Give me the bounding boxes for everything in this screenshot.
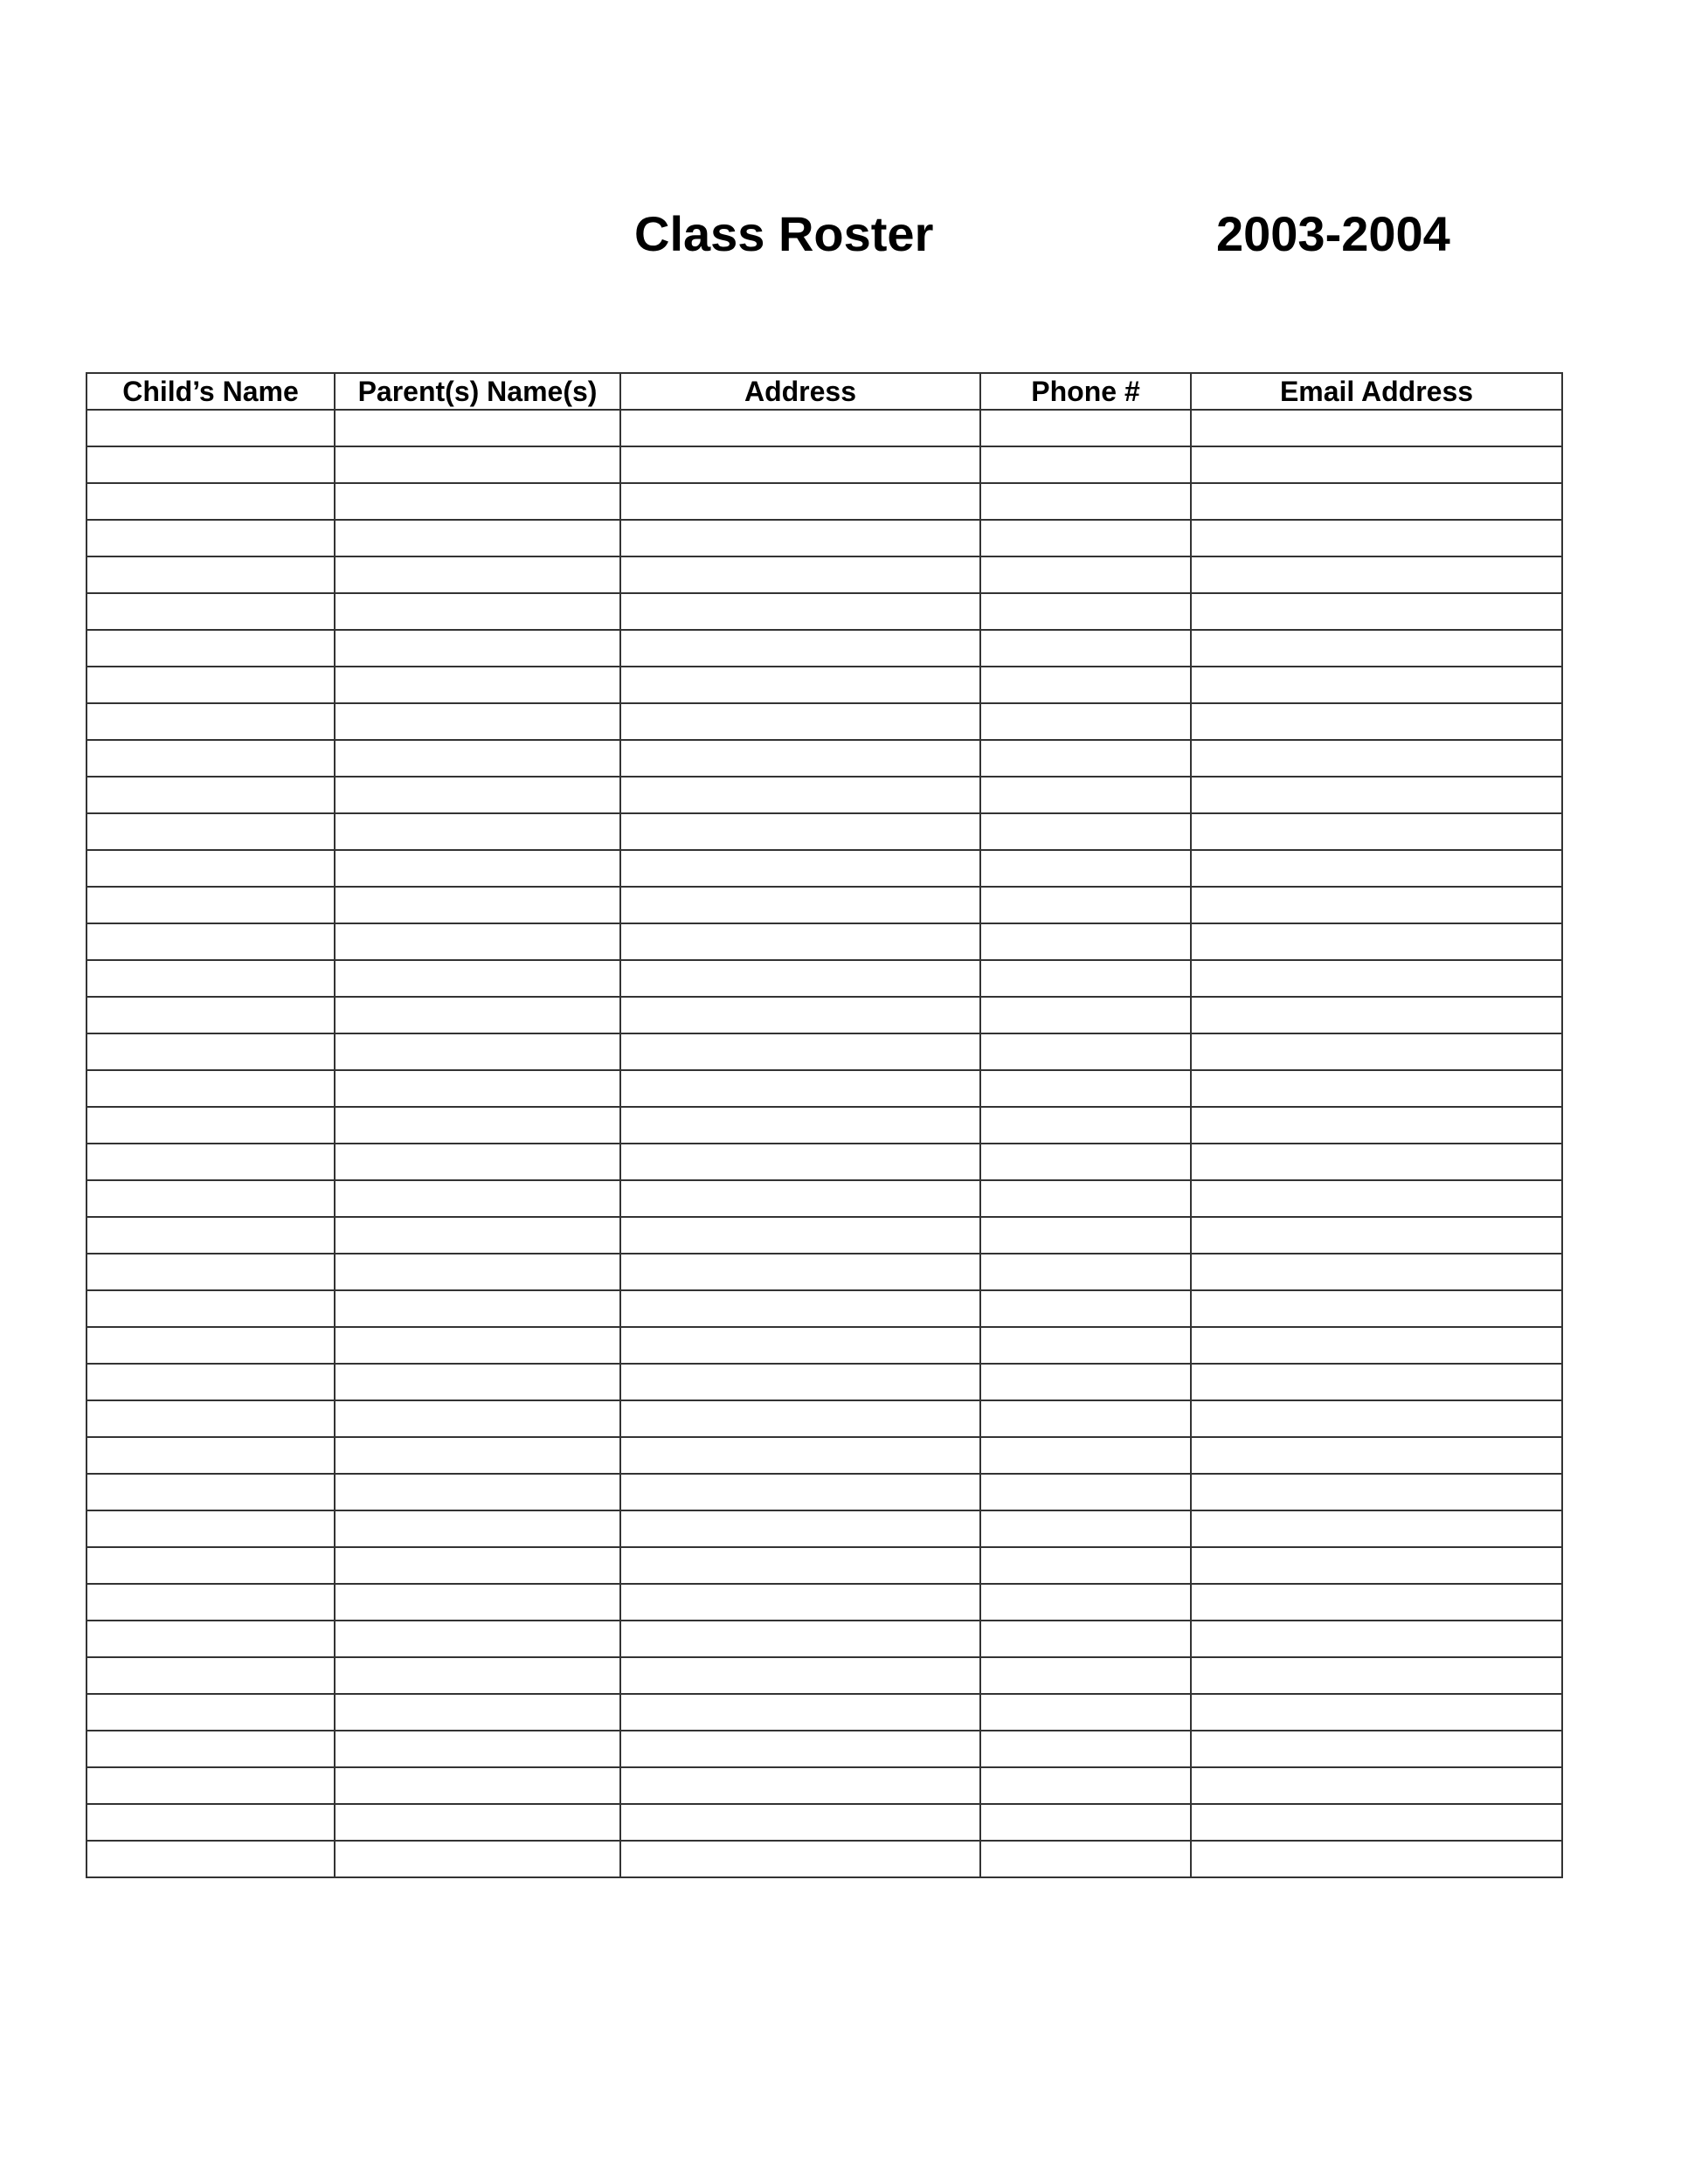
email-address-cell	[1191, 667, 1562, 703]
table-row	[86, 1180, 1562, 1217]
email-address-cell	[1191, 1070, 1562, 1107]
parents-names-cell	[335, 740, 620, 777]
address-cell	[620, 777, 980, 813]
childs-name-cell	[86, 1107, 335, 1144]
parents-names-cell	[335, 556, 620, 593]
address-cell	[620, 1841, 980, 1877]
email-address-cell	[1191, 1107, 1562, 1144]
phone-cell	[980, 813, 1191, 850]
parents-names-cell	[335, 483, 620, 520]
parents-names-cell	[335, 1621, 620, 1657]
parents-names-cell	[335, 850, 620, 887]
phone-cell	[980, 1621, 1191, 1657]
parents-names-cell	[335, 1033, 620, 1070]
childs-name-cell	[86, 1694, 335, 1731]
table-row	[86, 740, 1562, 777]
email-address-cell	[1191, 556, 1562, 593]
childs-name-cell	[86, 1621, 335, 1657]
phone-cell	[980, 1107, 1191, 1144]
parents-names-cell	[335, 1474, 620, 1510]
phone-cell	[980, 1254, 1191, 1290]
phone-cell	[980, 1364, 1191, 1400]
childs-name-cell	[86, 1290, 335, 1327]
phone-cell	[980, 850, 1191, 887]
address-cell	[620, 667, 980, 703]
childs-name-cell	[86, 777, 335, 813]
address-cell	[620, 1804, 980, 1841]
email-address-cell	[1191, 997, 1562, 1033]
email-address-cell	[1191, 593, 1562, 630]
childs-name-cell	[86, 1254, 335, 1290]
table-row	[86, 1327, 1562, 1364]
phone-cell	[980, 1804, 1191, 1841]
parents-names-cell	[335, 1547, 620, 1584]
childs-name-cell	[86, 1474, 335, 1510]
address-cell	[620, 1731, 980, 1767]
address-cell	[620, 1217, 980, 1254]
phone-cell	[980, 1547, 1191, 1584]
table-row	[86, 1144, 1562, 1180]
email-address-cell	[1191, 446, 1562, 483]
childs-name-cell	[86, 1033, 335, 1070]
phone-cell	[980, 887, 1191, 923]
email-address-cell	[1191, 483, 1562, 520]
email-address-cell	[1191, 1694, 1562, 1731]
email-address-cell	[1191, 1510, 1562, 1547]
phone-cell	[980, 593, 1191, 630]
childs-name-cell	[86, 520, 335, 556]
phone-cell	[980, 1180, 1191, 1217]
email-address-cell	[1191, 630, 1562, 667]
address-cell	[620, 1437, 980, 1474]
table-row	[86, 1070, 1562, 1107]
school-year: 2003-2004	[1216, 206, 1450, 261]
table-row	[86, 1547, 1562, 1584]
email-address-cell	[1191, 1400, 1562, 1437]
table-row	[86, 887, 1562, 923]
address-cell	[620, 813, 980, 850]
phone-cell	[980, 1767, 1191, 1804]
address-cell	[620, 1510, 980, 1547]
phone-cell	[980, 556, 1191, 593]
table-row	[86, 667, 1562, 703]
phone-cell	[980, 1510, 1191, 1547]
parents-names-cell	[335, 1327, 620, 1364]
address-cell	[620, 1180, 980, 1217]
email-address-cell	[1191, 1217, 1562, 1254]
address-cell	[620, 850, 980, 887]
table-row	[86, 446, 1562, 483]
table-row	[86, 1107, 1562, 1144]
table-row	[86, 556, 1562, 593]
address-cell	[620, 593, 980, 630]
email-address-cell	[1191, 850, 1562, 887]
childs-name-cell	[86, 1510, 335, 1547]
address-cell	[620, 1694, 980, 1731]
childs-name-cell	[86, 1217, 335, 1254]
address-cell	[620, 1621, 980, 1657]
address-cell	[620, 410, 980, 446]
address-cell	[620, 1144, 980, 1180]
childs-name-cell	[86, 593, 335, 630]
parents-names-cell	[335, 960, 620, 997]
email-address-cell	[1191, 410, 1562, 446]
table-row	[86, 1400, 1562, 1437]
parents-names-cell	[335, 593, 620, 630]
childs-name-cell	[86, 446, 335, 483]
table-row	[86, 410, 1562, 446]
address-cell	[620, 1107, 980, 1144]
phone-cell	[980, 1033, 1191, 1070]
email-address-cell	[1191, 777, 1562, 813]
address-cell	[620, 703, 980, 740]
table-row	[86, 593, 1562, 630]
parents-names-cell	[335, 1180, 620, 1217]
parents-names-cell	[335, 887, 620, 923]
table-row	[86, 923, 1562, 960]
childs-name-cell	[86, 410, 335, 446]
email-address-cell	[1191, 1327, 1562, 1364]
address-cell	[620, 556, 980, 593]
table-row	[86, 777, 1562, 813]
phone-cell	[980, 960, 1191, 997]
parents-names-cell	[335, 1584, 620, 1621]
parents-names-cell	[335, 1804, 620, 1841]
parents-names-cell	[335, 1107, 620, 1144]
parents-names-cell	[335, 1364, 620, 1400]
parents-names-cell	[335, 703, 620, 740]
parents-names-cell	[335, 1290, 620, 1327]
column-header-address: Address	[620, 373, 980, 410]
phone-cell	[980, 997, 1191, 1033]
address-cell	[620, 630, 980, 667]
table-row	[86, 1621, 1562, 1657]
column-header-childs-name: Child’s Name	[86, 373, 335, 410]
phone-cell	[980, 1070, 1191, 1107]
phone-cell	[980, 740, 1191, 777]
table-row	[86, 1510, 1562, 1547]
email-address-cell	[1191, 1144, 1562, 1180]
table-row	[86, 1584, 1562, 1621]
childs-name-cell	[86, 997, 335, 1033]
childs-name-cell	[86, 1841, 335, 1877]
address-cell	[620, 997, 980, 1033]
email-address-cell	[1191, 1621, 1562, 1657]
childs-name-cell	[86, 703, 335, 740]
table-row	[86, 997, 1562, 1033]
phone-cell	[980, 777, 1191, 813]
table-row	[86, 813, 1562, 850]
phone-cell	[980, 410, 1191, 446]
table-row	[86, 1290, 1562, 1327]
email-address-cell	[1191, 887, 1562, 923]
table-row	[86, 1731, 1562, 1767]
header-row	[86, 373, 1562, 410]
parents-names-cell	[335, 446, 620, 483]
table-row	[86, 1254, 1562, 1290]
table-row	[86, 630, 1562, 667]
email-address-cell	[1191, 1657, 1562, 1694]
address-cell	[620, 1033, 980, 1070]
email-address-cell	[1191, 1254, 1562, 1290]
childs-name-cell	[86, 850, 335, 887]
email-address-cell	[1191, 1290, 1562, 1327]
parents-names-cell	[335, 777, 620, 813]
table-row	[86, 520, 1562, 556]
email-address-cell	[1191, 1584, 1562, 1621]
address-cell	[620, 1547, 980, 1584]
column-header-phone: Phone #	[980, 373, 1191, 410]
address-cell	[620, 1290, 980, 1327]
parents-names-cell	[335, 1767, 620, 1804]
phone-cell	[980, 1400, 1191, 1437]
childs-name-cell	[86, 1767, 335, 1804]
address-cell	[620, 1767, 980, 1804]
parents-names-cell	[335, 520, 620, 556]
phone-cell	[980, 1217, 1191, 1254]
address-cell	[620, 923, 980, 960]
email-address-cell	[1191, 740, 1562, 777]
childs-name-cell	[86, 1547, 335, 1584]
phone-cell	[980, 520, 1191, 556]
table-row	[86, 1841, 1562, 1877]
phone-cell	[980, 1144, 1191, 1180]
address-cell	[620, 520, 980, 556]
address-cell	[620, 483, 980, 520]
table-row	[86, 1767, 1562, 1804]
email-address-cell	[1191, 1731, 1562, 1767]
email-address-cell	[1191, 1547, 1562, 1584]
phone-cell	[980, 1584, 1191, 1621]
table-row	[86, 703, 1562, 740]
page-title: Class Roster	[634, 206, 934, 261]
column-header-email-address: Email Address	[1191, 373, 1562, 410]
phone-cell	[980, 446, 1191, 483]
childs-name-cell	[86, 923, 335, 960]
parents-names-cell	[335, 1144, 620, 1180]
phone-cell	[980, 1437, 1191, 1474]
childs-name-cell	[86, 740, 335, 777]
phone-cell	[980, 1474, 1191, 1510]
parents-names-cell	[335, 1437, 620, 1474]
parents-names-cell	[335, 1070, 620, 1107]
address-cell	[620, 1657, 980, 1694]
address-cell	[620, 1474, 980, 1510]
childs-name-cell	[86, 1804, 335, 1841]
childs-name-cell	[86, 667, 335, 703]
email-address-cell	[1191, 703, 1562, 740]
childs-name-cell	[86, 1400, 335, 1437]
email-address-cell	[1191, 1804, 1562, 1841]
email-address-cell	[1191, 1033, 1562, 1070]
childs-name-cell	[86, 1180, 335, 1217]
email-address-cell	[1191, 1767, 1562, 1804]
phone-cell	[980, 667, 1191, 703]
table-row	[86, 1437, 1562, 1474]
email-address-cell	[1191, 923, 1562, 960]
childs-name-cell	[86, 483, 335, 520]
phone-cell	[980, 483, 1191, 520]
address-cell	[620, 1584, 980, 1621]
table-row	[86, 1217, 1562, 1254]
childs-name-cell	[86, 1437, 335, 1474]
parents-names-cell	[335, 1400, 620, 1437]
email-address-cell	[1191, 1180, 1562, 1217]
parents-names-cell	[335, 813, 620, 850]
parents-names-cell	[335, 410, 620, 446]
column-header-parents-names: Parent(s) Name(s)	[335, 373, 620, 410]
childs-name-cell	[86, 960, 335, 997]
phone-cell	[980, 1657, 1191, 1694]
roster-table	[86, 372, 1563, 1878]
email-address-cell	[1191, 960, 1562, 997]
parents-names-cell	[335, 667, 620, 703]
address-cell	[620, 1327, 980, 1364]
email-address-cell	[1191, 520, 1562, 556]
address-cell	[620, 960, 980, 997]
address-cell	[620, 1400, 980, 1437]
phone-cell	[980, 703, 1191, 740]
childs-name-cell	[86, 1657, 335, 1694]
email-address-cell	[1191, 1364, 1562, 1400]
address-cell	[620, 446, 980, 483]
childs-name-cell	[86, 1144, 335, 1180]
table-row	[86, 850, 1562, 887]
parents-names-cell	[335, 1657, 620, 1694]
childs-name-cell	[86, 813, 335, 850]
phone-cell	[980, 1290, 1191, 1327]
childs-name-cell	[86, 1327, 335, 1364]
roster-body	[86, 410, 1562, 1877]
address-cell	[620, 740, 980, 777]
parents-names-cell	[335, 1841, 620, 1877]
table-row	[86, 1694, 1562, 1731]
table-row	[86, 1804, 1562, 1841]
email-address-cell	[1191, 1474, 1562, 1510]
email-address-cell	[1191, 1841, 1562, 1877]
parents-names-cell	[335, 1254, 620, 1290]
phone-cell	[980, 1731, 1191, 1767]
parents-names-cell	[335, 630, 620, 667]
address-cell	[620, 1254, 980, 1290]
phone-cell	[980, 1694, 1191, 1731]
table-row	[86, 960, 1562, 997]
phone-cell	[980, 630, 1191, 667]
childs-name-cell	[86, 1070, 335, 1107]
parents-names-cell	[335, 1217, 620, 1254]
childs-name-cell	[86, 556, 335, 593]
childs-name-cell	[86, 1584, 335, 1621]
address-cell	[620, 887, 980, 923]
phone-cell	[980, 1327, 1191, 1364]
parents-names-cell	[335, 1731, 620, 1767]
table-row	[86, 1657, 1562, 1694]
phone-cell	[980, 923, 1191, 960]
childs-name-cell	[86, 1364, 335, 1400]
parents-names-cell	[335, 1694, 620, 1731]
parents-names-cell	[335, 1510, 620, 1547]
email-address-cell	[1191, 1437, 1562, 1474]
table-row	[86, 1364, 1562, 1400]
childs-name-cell	[86, 1731, 335, 1767]
email-address-cell	[1191, 813, 1562, 850]
parents-names-cell	[335, 997, 620, 1033]
table-row	[86, 483, 1562, 520]
childs-name-cell	[86, 630, 335, 667]
childs-name-cell	[86, 887, 335, 923]
parents-names-cell	[335, 923, 620, 960]
address-cell	[620, 1070, 980, 1107]
address-cell	[620, 1364, 980, 1400]
table-row	[86, 1474, 1562, 1510]
table-row	[86, 1033, 1562, 1070]
phone-cell	[980, 1841, 1191, 1877]
